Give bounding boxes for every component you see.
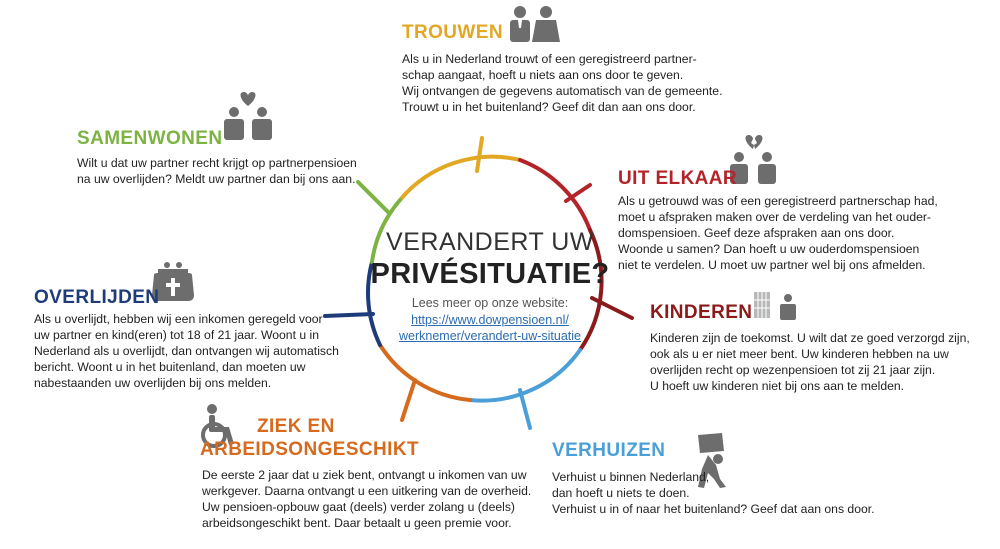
- topic-text-uit-elkaar: Als u getrouwd was of een geregistreerd partnerschap had, moet u afspraken maken over de verdeling van het ouder- domspensioen. Geef deze afspraken aan ons door. Woonde u samen? Dan hoeft u uw ouderdomspensioen niet te verdelen. U moet uw partner wel bij ons afmelden.: [618, 194, 938, 272]
- hub-link-line2[interactable]: werknemer/verandert-uw-situatie: [398, 329, 581, 343]
- topic-text-trouwen: Als u in Nederland trouwt of een geregistreerd partner- schap aangaat, hoeft u niets aan ons door te geven. Wij ontvangen de gegevens automatisch van de gemeente. Trouwt u in het buitenland? Geef dit dan aan ons door.: [402, 52, 723, 114]
- topic-title-samenwonen: SAMENWONEN: [77, 128, 223, 149]
- hub-website-link[interactable]: [340, 312, 640, 344]
- spoke-trouwen: [477, 138, 482, 171]
- hub-link-line1[interactable]: https://www.dowpensioen.nl/: [411, 313, 569, 327]
- topic-text-overlijden: Als u overlijdt, hebben wij een inkomen geregeld voor uw partner en kind(eren) tot 18 of 21 jaar. Woont u in Nederland als u overlijdt, dan ontvangen wij automatisch bericht. Woont u in het buitenland, dan moeten uw nabestaanden uw overlijden bij ons melden.: [34, 312, 339, 390]
- couple-heart-icon: [220, 92, 276, 140]
- topic-title-trouwen: TROUWEN: [402, 22, 503, 43]
- hub-title-line2: PRIVÉSITUATIE?: [370, 258, 610, 290]
- topic-text-verhuizen: Verhuist u binnen Nederland, dan hoeft u niets te doen. Verhuist u in of naar het buitenland? Geef dat aan ons door.: [552, 470, 875, 516]
- wedding-couple-icon: [506, 4, 564, 44]
- topic-title-uit-elkaar: UIT ELKAAR: [618, 168, 738, 189]
- ring-segment-uit-elkaar: [520, 160, 590, 230]
- spoke-ziek: [402, 380, 415, 420]
- topic-text-kinderen: Kinderen zijn de toekomst. U wilt dat ze goed verzorgd zijn, ook als u er niet meer bent. Uw kinderen hebben na uw overlijden recht op wezenpensioen tot zij 21 jaar zijn. U hoeft uw kinderen niet bij ons aan te melden.: [650, 331, 970, 393]
- ring-segment-verhuizen: [470, 350, 580, 401]
- spoke-verhuizen: [520, 390, 530, 428]
- ring-segment-ziek: [380, 345, 470, 400]
- topic-text-samenwonen: Wilt u dat uw partner recht krijgt op partnerpensioen na uw overlijden? Meldt uw partner dan bij ons aan.: [77, 156, 357, 186]
- topic-title-ziek: ZIEK EN: [257, 416, 335, 437]
- family-children-icon: [752, 288, 802, 322]
- topic-text-ziek: De eerste 2 jaar dat u ziek bent, ontvangt u inkomen van uw werkgever. Daarna ontvangt u een uitkering van de overheid. Uw pensioen-opbouw gaat (deels) verder zolang u (deels) arbeidsongeschikt bent. Daar betaalt u geen premie voor.: [202, 468, 532, 530]
- hub-title-line1: VERANDERT UW: [386, 228, 594, 256]
- spoke-samenwonen: [358, 182, 388, 212]
- topic-title-verhuizen: VERHUIZEN: [552, 440, 666, 461]
- hub-website-label: Lees meer op onze website:: [411, 296, 569, 310]
- topic-title-overlijden: OVERLIJDEN: [34, 287, 160, 308]
- topic-title-kinderen: KINDEREN: [650, 302, 753, 323]
- ring-segment-trouwen: [400, 157, 520, 200]
- topic-title-ziek-line2: ARBEIDSONGESCHIKT: [200, 439, 419, 460]
